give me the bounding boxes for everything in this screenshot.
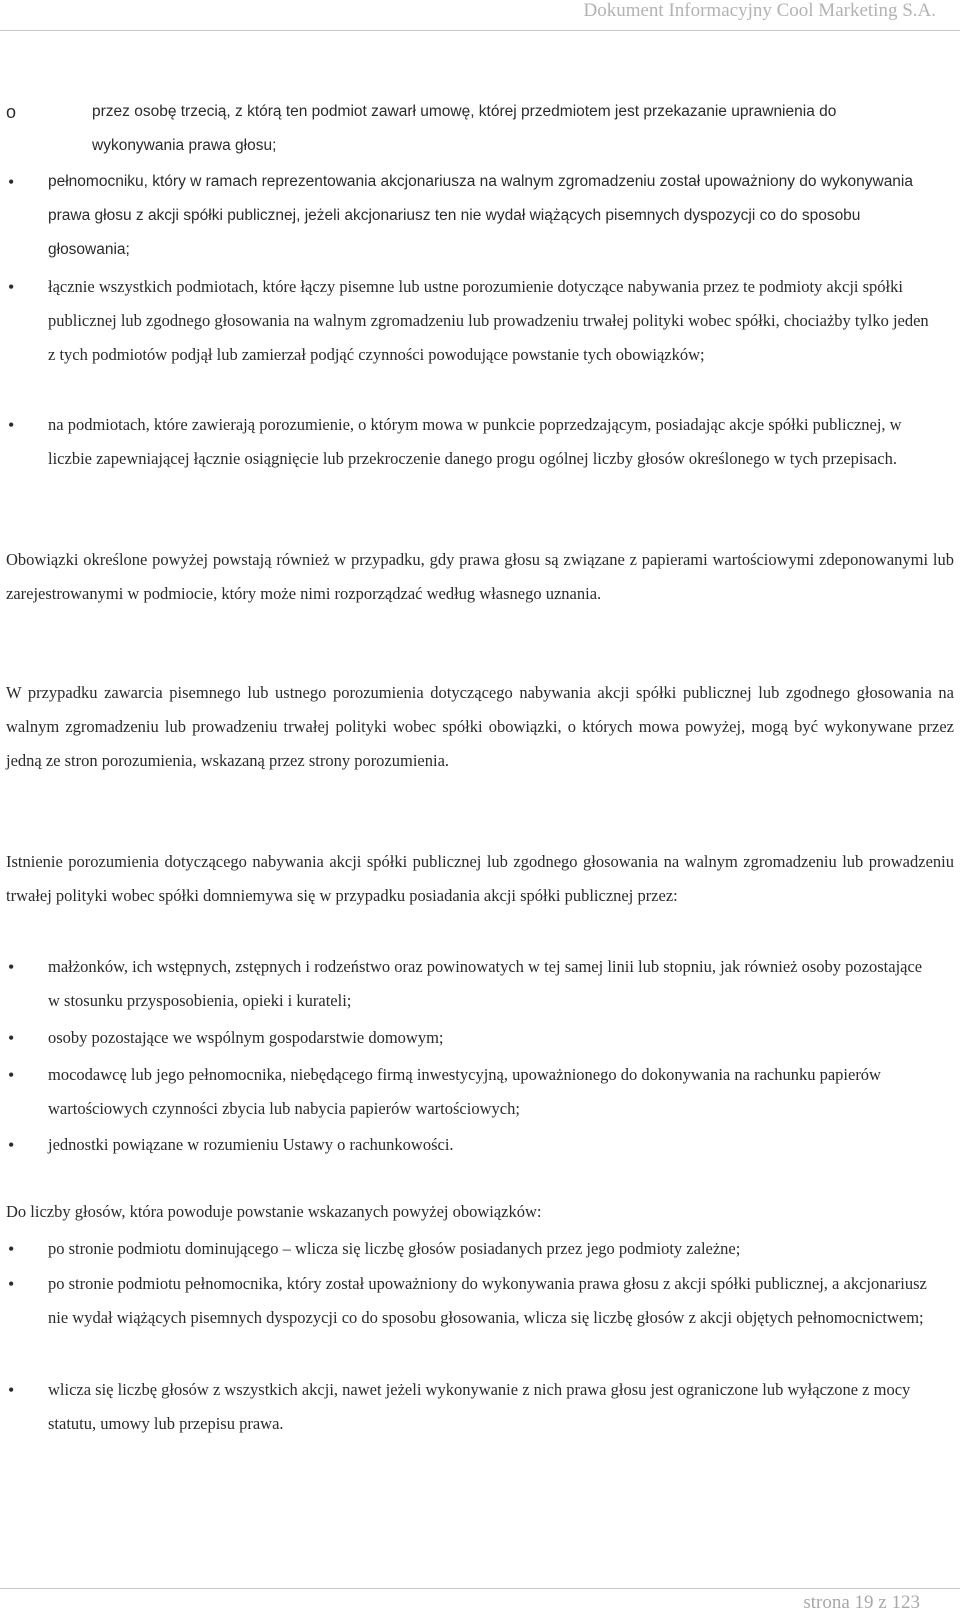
list-item-text: po stronie podmiotu pełnomocnika, który został upoważniony do wykonywania prawa głosu z akcji spółki publicznej, a akcjonariusz nie wydał wiążących pisemnych dyspozycji co do sposobu głosowania, wlicza się liczbę głosów z akcji objętych pełnomocnictwem; [48, 1274, 927, 1327]
page-header [0, 0, 960, 30]
bullet-marker: • [8, 1028, 15, 1048]
header-divider [0, 30, 960, 31]
list-item-text: łącznie wszystkich podmiotach, które łączy pisemne lub ustne porozumienie dotyczące nabywania przez te podmioty akcji spółki publicznej lub zgodnego głosowania na walnym zgromadzeniu lub prowadzeniu trwałej polityki wobec spółki, chociażby tylko jeden z tych podmiotów podjął lub zamierzał podjąć czynności powodujące powstanie tych obowiązków; [48, 277, 929, 364]
bullet-marker: • [8, 277, 15, 297]
bullet-marker: • [8, 1380, 15, 1400]
bullet-marker: • [8, 957, 15, 977]
paragraph: Istnienie porozumienia dotyczącego nabywania akcji spółki publicznej lub zgodnego głosowania na walnym zgromadzeniu lub prowadzeniu trwałej polityki wobec spółki domniemywa się w przypadku posiadania akcji spółki publicznej przez: [6, 852, 954, 905]
list-item-text: na podmiotach, które zawierają porozumienie, o którym mowa w punkcie poprzedzającym, posiadając akcje spółki publicznej, w liczbie zapewniającej łącznie osiągnięcie lub przekroczenie danego progu ogólnej liczby głosów określonego w tych przepisach. [48, 415, 902, 468]
page-footer [0, 1578, 960, 1613]
paragraph: Do liczby głosów, która powoduje powstanie wskazanych powyżej obowiązków: [6, 1202, 542, 1221]
list-item-text: pełnomocniku, który w ramach reprezentowania akcjonariusza na walnym zgromadzeniu został upoważniony do wykonywania prawa głosu z akcji spółki publicznej, jeżeli akcjonariusz ten nie wydał wiążących pisemnych dyspozycji co do sposobu głosowania; [48, 173, 913, 258]
list-item-text: małżonków, ich wstępnych, zstępnych i rodzeństwo oraz powinowatych w tej samej linii lub stopniu, jak również osoby pozostające w stosunku przysposobienia, opieki i kurateli; [48, 957, 923, 1010]
sub-bullet-marker: o [6, 102, 17, 122]
bullet-marker: • [8, 1274, 15, 1294]
list-item-text: osoby pozostające we wspólnym gospodarstwie domowym; [48, 1028, 444, 1047]
bullet-marker: • [8, 1239, 15, 1259]
bullet-marker: • [8, 1065, 15, 1085]
sub-list-item-text: przez osobę trzecią, z którą ten podmiot zawarł umowę, której przedmiotem jest przekazanie uprawnienia do wykonywania prawa głosu; [92, 103, 837, 154]
paragraph: Obowiązki określone powyżej powstają również w przypadku, gdy prawa głosu są związane z papierami wartościowymi zdeponowanymi lub zarejestrowanymi w podmiocie, który może nimi rozporządzać według własnego uznania. [6, 550, 954, 603]
bullet-marker: • [8, 415, 15, 435]
paragraph: W przypadku zawarcia pisemnego lub ustnego porozumienia dotyczącego nabywania akcji spółki publicznej lub zgodnego głosowania na walnym zgromadzeniu lub prowadzeniu trwałej polityki wobec spółki obowiązki, o których mowa powyżej, mogą być wykonywane przez jedną ze stron porozumienia, wskazaną przez strony porozumienia. [6, 683, 954, 770]
list-item-text: jednostki powiązane w rozumieniu Ustawy o rachunkowości. [48, 1135, 454, 1154]
bullet-marker: • [8, 1135, 15, 1155]
footer-divider [0, 1588, 960, 1589]
document-title: Dokument Informacyjny Cool Marketing S.A. [583, 0, 936, 21]
page-number: strona 19 z 123 [803, 1592, 920, 1613]
list-item-text: mocodawcę lub jego pełnomocnika, niebędącego firmą inwestycyjną, upoważnionego do dokonywania na rachunku papierów wartościowych czynności zbycia lub nabycia papierów wartościowych; [48, 1065, 881, 1118]
list-item-text: po stronie podmiotu dominującego – wlicza się liczbę głosów posiadanych przez jego podmioty zależne; [48, 1239, 741, 1258]
bullet-marker: • [8, 172, 15, 192]
list-item-text: wlicza się liczbę głosów z wszystkich akcji, nawet jeżeli wykonywanie z nich prawa głosu jest ograniczone lub wyłączone z mocy statutu, umowy lub przepisu prawa. [48, 1380, 911, 1433]
